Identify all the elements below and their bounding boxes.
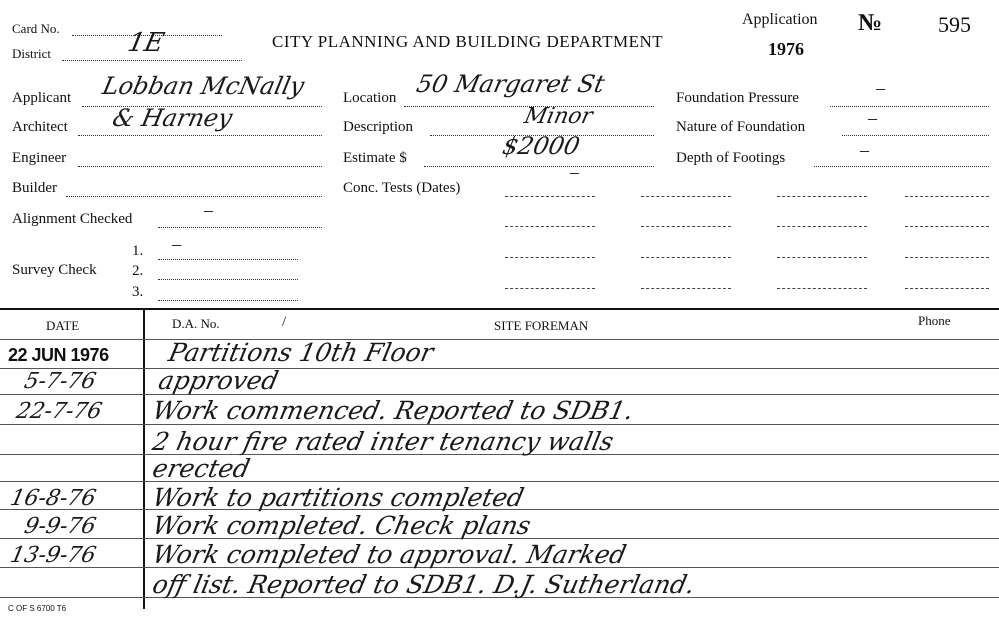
builder-label: Builder bbox=[12, 180, 57, 196]
conc-line bbox=[641, 196, 731, 197]
depth-footings-line bbox=[814, 166, 989, 167]
application-label: Application bbox=[742, 11, 818, 28]
description-value: Minor bbox=[522, 104, 595, 129]
description-label: Description bbox=[343, 119, 413, 135]
foundation-pressure-label: Foundation Pressure bbox=[676, 90, 799, 106]
conc-line bbox=[777, 226, 867, 227]
conc-tests-value: – bbox=[570, 162, 579, 182]
location-value: 50 Margaret St bbox=[414, 70, 608, 98]
conc-line bbox=[905, 288, 989, 289]
table-row-entry: approved bbox=[156, 366, 282, 395]
estimate-line bbox=[424, 166, 654, 167]
alignment-line bbox=[158, 227, 322, 228]
page-title: CITY PLANNING AND BUILDING DEPARTMENT bbox=[272, 32, 664, 51]
alignment-label: Alignment Checked bbox=[12, 211, 133, 227]
conc-line bbox=[505, 226, 595, 227]
district-value: 1E bbox=[125, 28, 167, 58]
nature-foundation-value: – bbox=[868, 108, 877, 128]
table-row-date: 22 JUN 1976 bbox=[8, 345, 109, 365]
applicant-value: Lobban McNally bbox=[100, 72, 307, 100]
conc-line bbox=[505, 257, 595, 258]
foundation-pressure-line bbox=[830, 106, 989, 107]
survey-3-line bbox=[158, 300, 298, 301]
applicant-label: Applicant bbox=[12, 90, 72, 106]
conc-line bbox=[505, 196, 595, 197]
survey-2-label: 2. bbox=[132, 263, 144, 279]
da-mark: / bbox=[282, 314, 287, 330]
phone-header: Phone bbox=[918, 313, 951, 328]
alignment-value: – bbox=[204, 200, 213, 220]
conc-line bbox=[905, 196, 989, 197]
conc-line bbox=[777, 257, 867, 258]
conc-tests-label: Conc. Tests (Dates) bbox=[343, 180, 461, 196]
card-no-label: Card No. bbox=[12, 21, 60, 36]
conc-line bbox=[505, 288, 595, 289]
nature-foundation-label: Nature of Foundation bbox=[676, 119, 806, 135]
site-foreman-header: SITE FOREMAN bbox=[494, 318, 589, 333]
date-column-divider bbox=[143, 309, 145, 609]
conc-line bbox=[641, 288, 731, 289]
conc-line bbox=[777, 288, 867, 289]
application-year: 1976 bbox=[768, 39, 804, 59]
conc-line bbox=[777, 196, 867, 197]
da-header: D.A. No. bbox=[172, 316, 220, 331]
form-code: C OF S 6700 T6 bbox=[8, 604, 67, 613]
row-rule bbox=[0, 368, 999, 369]
engineer-label: Engineer bbox=[12, 150, 67, 166]
survey-2-line bbox=[158, 279, 298, 280]
conc-line bbox=[905, 257, 989, 258]
table-top-rule bbox=[0, 308, 999, 310]
architect-label: Architect bbox=[12, 119, 68, 135]
table-row-date: 9-9-76 bbox=[22, 514, 99, 539]
survey-1-value: – bbox=[172, 234, 181, 254]
survey-label: Survey Check bbox=[12, 262, 97, 278]
foundation-pressure-value: – bbox=[876, 78, 885, 98]
row-rule bbox=[0, 339, 999, 340]
row-rule bbox=[0, 394, 999, 395]
application-number: 595 bbox=[938, 12, 971, 37]
table-row-entry: off list. Reported to SDB1. D.J. Sutherland. bbox=[150, 570, 698, 599]
table-row-date: 22-7-76 bbox=[14, 399, 105, 424]
table-row-entry: Work commenced. Reported to SDB1. bbox=[150, 396, 637, 425]
table-row-date: 13-9-76 bbox=[8, 543, 99, 568]
table-row-date: 16-8-76 bbox=[8, 486, 99, 511]
survey-1-line bbox=[158, 259, 298, 260]
table-row-entry: Work to partitions completed bbox=[150, 483, 527, 512]
table-row-entry: Work completed. Check plans bbox=[150, 511, 534, 540]
builder-line bbox=[66, 196, 322, 197]
survey-1-label: 1. bbox=[132, 243, 144, 259]
table-row-entry: Partitions 10th Floor bbox=[166, 338, 437, 367]
depth-footings-label: Depth of Footings bbox=[676, 150, 786, 166]
district-label: District bbox=[12, 46, 51, 61]
table-row-date: 5-7-76 bbox=[22, 369, 99, 394]
district-line bbox=[62, 60, 242, 61]
table-row-entry: Work completed to approval. Marked bbox=[150, 540, 629, 569]
conc-line bbox=[641, 257, 731, 258]
depth-footings-value: – bbox=[860, 140, 869, 160]
nature-foundation-line bbox=[842, 135, 989, 136]
engineer-line bbox=[78, 166, 322, 167]
date-header: DATE bbox=[46, 318, 80, 333]
number-symbol: № bbox=[858, 10, 883, 36]
architect-value: & Harney bbox=[110, 104, 235, 132]
estimate-label: Estimate $ bbox=[343, 150, 407, 166]
table-row-entry: 2 hour fire rated inter tenancy walls bbox=[150, 427, 617, 456]
table-row-entry: erected bbox=[150, 454, 253, 483]
estimate-value: $2000 bbox=[500, 132, 583, 160]
survey-3-label: 3. bbox=[132, 284, 144, 300]
architect-line bbox=[78, 135, 322, 136]
location-label: Location bbox=[343, 90, 397, 106]
conc-line bbox=[641, 226, 731, 227]
conc-line bbox=[905, 226, 989, 227]
